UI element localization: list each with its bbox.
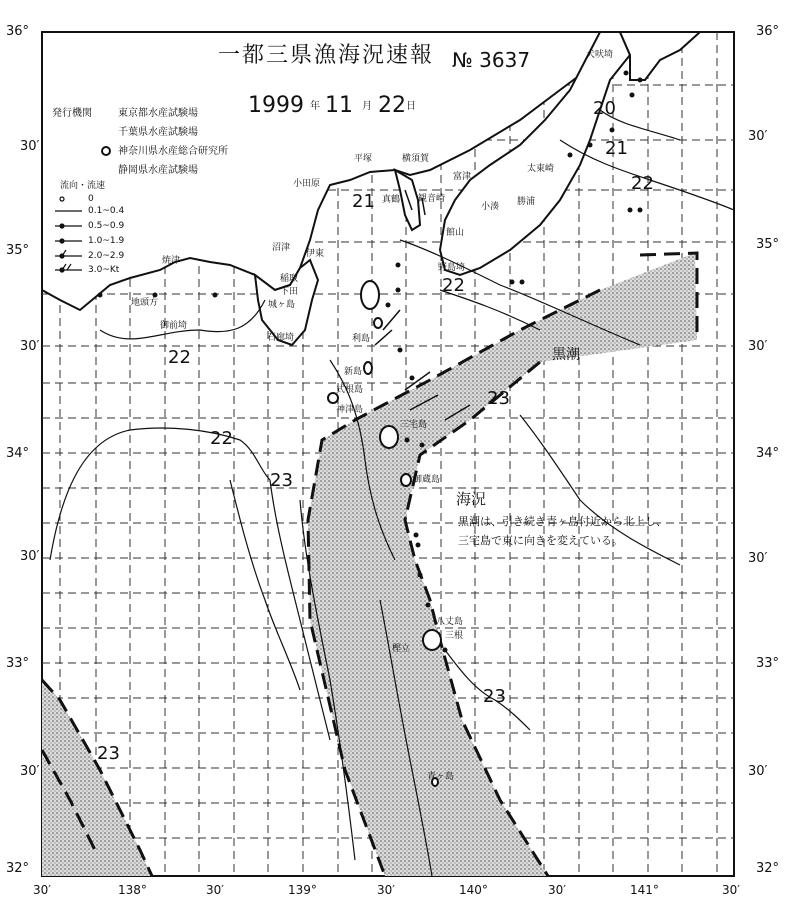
place-katsuura: 勝浦 [517, 197, 536, 207]
isotherm-label-22-boso: 22 [442, 275, 465, 296]
place-tateyama: 館山 [446, 228, 465, 238]
legend-item-2: 0.5~0.9 [88, 221, 125, 231]
place-aogashima: 青ヶ島 [427, 772, 455, 782]
date-year-unit: 年 [310, 101, 320, 112]
lat-label-36-right: 36° [756, 24, 780, 39]
isotherm-label-20: 20 [593, 98, 616, 119]
kuroshio-label: 黒潮 [552, 347, 580, 363]
sea-condition-heading: 海況 [456, 490, 487, 508]
lon-label-138-30: 30′ [206, 883, 224, 897]
place-kannonzaki: 観音崎 [418, 194, 446, 204]
lat-label-34-right: 34° [756, 446, 780, 461]
lon-label-139: 139° [288, 883, 317, 897]
lat-label-34-30-right: 30′ [748, 339, 768, 354]
isotherm-label-22-west: 22 [168, 347, 191, 368]
place-inatori: 稲取 [280, 274, 299, 284]
legend-item-1: 0.1~0.4 [88, 206, 125, 216]
place-manazuru: 真鶴 [382, 195, 401, 205]
agency-chiba: 千葉県水産試験場 [118, 127, 198, 138]
isotherm-label-23-north: 23 [487, 388, 510, 409]
place-odawara: 小田原 [293, 179, 321, 189]
agency-kanagawa: 神奈川県水産総合研究所 [118, 146, 228, 157]
lat-label-32-30-right: 30′ [748, 764, 768, 779]
place-irozaki: 石廊埼 [267, 333, 295, 343]
place-miyakejima: 三宅島 [400, 420, 428, 430]
place-inubosaki: 犬吠埼 [586, 50, 614, 60]
place-hiratsuka: 平塚 [354, 154, 373, 164]
isotherm-label-22-south: 22 [210, 428, 233, 449]
issue-number: № 3637 [452, 48, 531, 72]
place-nojimazaki: 野島埼 [438, 263, 466, 273]
choshi-area [620, 32, 700, 80]
page-title: 一都三県漁海況速報 [218, 43, 435, 68]
lon-label-140-30: 30′ [548, 883, 566, 897]
place-yokosuka: 横須賀 [402, 154, 430, 164]
place-kozushima: 神津島 [336, 405, 364, 415]
lat-label-34-left: 34° [6, 446, 30, 461]
legend-item-4: 2.0~2.9 [88, 251, 125, 261]
agency-shizuoka: 静岡県水産試験場 [118, 165, 198, 176]
lon-label-141: 141° [630, 883, 659, 897]
place-shikinejima: 式根島 [336, 385, 364, 395]
place-mikine: 三根 [445, 631, 464, 641]
place-jogashima: 城ヶ島 [268, 300, 296, 310]
place-hachijojima: 八丈島 [436, 617, 464, 627]
legend-title: 流向・流速 [60, 181, 106, 191]
place-futtsu: 富津 [453, 172, 472, 182]
lat-label-35-left: 35° [6, 243, 30, 258]
place-ito: 伊東 [306, 249, 325, 259]
lat-label-36-left: 36° [6, 24, 30, 39]
lat-label-32-right: 32° [756, 861, 780, 876]
legend-item-0: 0 [88, 194, 94, 204]
lat-label-34-30-left: 30′ [20, 339, 40, 354]
isotherm-label-22-east: 22 [631, 173, 654, 194]
place-kominato: 小湊 [481, 202, 500, 212]
date-day-unit: 日 [406, 101, 416, 112]
lat-label-33-left: 33° [6, 656, 30, 671]
legend-item-5: 3.0~Kt [88, 265, 120, 275]
lon-label-137-30: 30′ [33, 883, 51, 897]
isotherm-label-23-south: 23 [483, 686, 506, 707]
lat-label-33-right: 33° [756, 656, 780, 671]
place-niijima: 新島 [344, 367, 363, 377]
place-numazu: 沼津 [272, 243, 291, 253]
lat-label-35-right: 35° [756, 237, 780, 252]
place-shimoda: 下田 [280, 287, 299, 297]
place-mikurajima: 御蔵島 [413, 475, 441, 485]
lon-label-139-30: 30′ [377, 883, 395, 897]
date-year: 1999 [248, 93, 304, 118]
sea-condition-line-1: 黒潮は、引き続き青ヶ島付近から北上し、 [458, 515, 667, 528]
agency-tokyo: 東京都水産試験場 [118, 108, 198, 119]
place-taitomisaki: 太東崎 [527, 164, 555, 174]
agency-label: 発行機関 [52, 108, 92, 119]
lon-label-138: 138° [118, 883, 147, 897]
place-yaizu: 焼津 [162, 256, 181, 266]
lat-label-33-30-left: 30′ [20, 549, 40, 564]
legend-item-3: 1.0~1.9 [88, 236, 125, 246]
date-day: 22 [378, 93, 406, 118]
place-kashitate: 樫立 [392, 644, 411, 654]
date-month-unit: 月 [362, 101, 372, 112]
lat-label-33-30-right: 30′ [748, 551, 768, 566]
isotherm-label-23-southwest: 23 [97, 743, 120, 764]
place-omaezaki: 御前埼 [160, 321, 188, 331]
place-jitokata: 地頭方 [131, 298, 159, 308]
isotherm-label-21-east: 21 [605, 138, 628, 159]
sea-condition-line-2: 三宅島で東に向きを変えている。 [458, 534, 623, 547]
date-month: 11 [325, 93, 353, 118]
isotherm-label-21-west: 21 [352, 191, 375, 212]
isotherm-label-23-mid: 23 [270, 470, 293, 491]
lon-label-140: 140° [459, 883, 488, 897]
kuroshio-band [308, 253, 697, 876]
lon-label-141-30: 30′ [722, 883, 740, 897]
lat-label-32-left: 32° [6, 861, 30, 876]
lat-label-35-30-right: 30′ [748, 129, 768, 144]
lat-label-35-30-left: 30′ [20, 139, 40, 154]
lat-label-32-30-left: 30′ [20, 764, 40, 779]
place-toshima: 利島 [352, 334, 371, 344]
